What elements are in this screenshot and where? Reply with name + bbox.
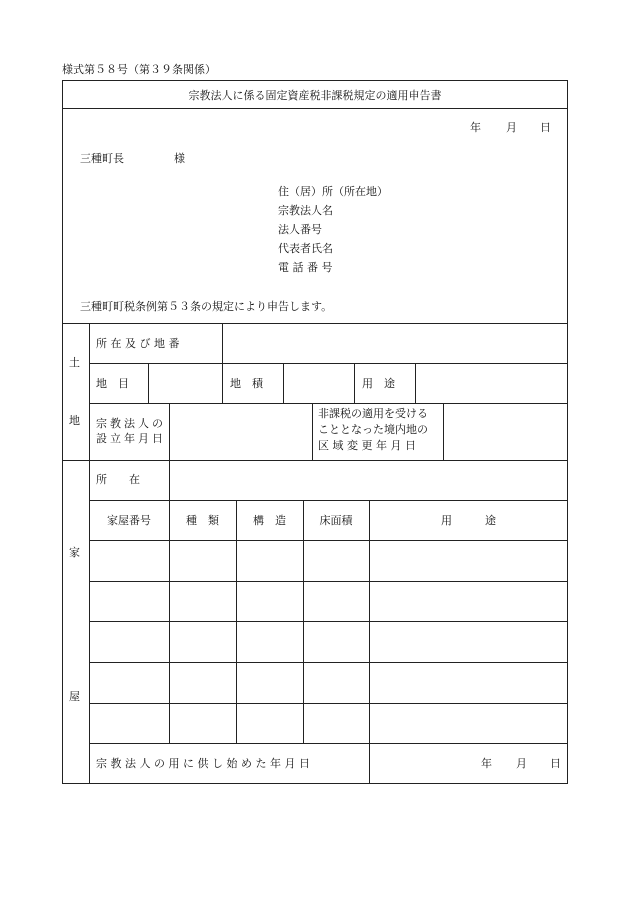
floor-area-header: 床面積 [319,514,353,527]
table-cell[interactable] [170,541,236,580]
house-side-label-bottom: 屋 [69,690,80,703]
representative-name-label: 代表者氏名 [278,242,333,255]
land-category-label: 地 目 [96,377,129,390]
addressee-honorific: 様 [174,152,185,165]
house-usage-header: 用 途 [441,514,496,527]
usage-start-month-label: 月 [516,757,527,770]
form-number: 様式第５８号（第３９条関係） [62,63,216,76]
house-type-header: 種 類 [186,514,219,527]
divider [62,108,568,109]
usage-start-day-label: 日 [550,757,561,770]
land-usage-label: 用 途 [362,377,395,390]
establishment-date-label-line2: 設立年月日 [96,432,166,445]
table-cell[interactable] [304,541,369,580]
land-location-label: 所 在 及 び 地 番 [96,337,180,350]
divider [169,460,170,500]
table-cell[interactable] [370,541,567,580]
divider [312,403,313,460]
applicant-address-label: 住（居）所（所在地） [278,185,388,198]
house-location-label: 所 在 [96,473,140,486]
divider [236,500,237,743]
phone-label: 電 話 番 号 [278,261,333,274]
land-side-label-top: 土 [69,356,80,369]
divider [443,403,444,460]
house-number-header: 家屋番号 [107,514,151,527]
divider [89,743,568,744]
divider [354,363,355,403]
establishment-date-label-line1: 宗教法人の [96,417,166,430]
divider [283,363,284,403]
divider [222,323,223,403]
usage-start-date-label: 宗 教 法 人 の 用 に 供 し 始 め た 年 月 日 [96,757,310,770]
date-day-label: 日 [540,121,551,134]
land-area-label: 地 積 [230,377,263,390]
addressee-name: 三種町長 [80,152,124,165]
declaration-text: 三種町町税条例第５３条の規定により申告します。 [80,300,333,313]
table-cell[interactable] [90,541,169,580]
divider [89,500,568,501]
date-month-label: 月 [506,121,517,134]
divider [89,621,568,622]
divider [89,363,568,364]
divider [89,662,568,663]
divider [169,500,170,743]
area-change-date-label-line1: 非課税の適用を受ける [318,407,428,420]
divider [148,363,149,403]
divider [303,500,304,743]
area-change-date-label-line3: 区 域 変 更 年 月 日 [318,439,416,452]
table-cell[interactable] [237,541,303,580]
form-title: 宗教法人に係る固定資産税非課税規定の適用申告書 [188,89,442,102]
divider [62,460,568,461]
divider [89,403,568,404]
divider [89,703,568,704]
divider [89,581,568,582]
usage-start-year-label: 年 [481,757,492,770]
house-structure-header: 構 造 [253,514,286,527]
area-change-date-label-line2: こととなった境内地の [318,423,428,436]
corp-number-label: 法人番号 [278,223,322,236]
corp-name-label: 宗教法人名 [278,204,333,217]
date-year-label: 年 [470,121,481,134]
divider [169,403,170,460]
divider [415,363,416,403]
house-side-label-top: 家 [69,546,80,559]
land-side-label-bottom: 地 [69,414,80,427]
divider [62,323,568,324]
